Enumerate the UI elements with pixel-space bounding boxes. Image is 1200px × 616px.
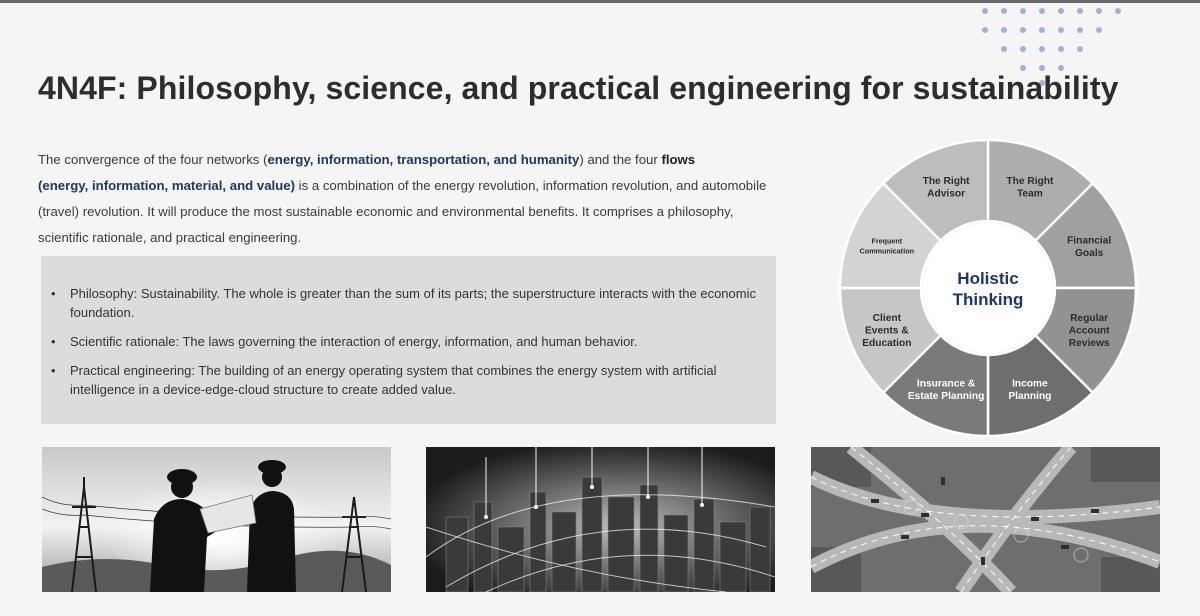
decorative-dot	[1077, 8, 1083, 14]
intro-text-2: ) and the four	[579, 152, 662, 167]
decorative-dot	[1039, 46, 1045, 52]
decorative-dot	[1058, 27, 1064, 33]
wheel-center	[923, 223, 1053, 353]
bullet-list	[49, 284, 762, 399]
intro-flows-list: (energy, information, material, and value)	[38, 178, 295, 193]
decorative-dot	[1020, 27, 1026, 33]
intro-flows-word: flows	[661, 152, 696, 167]
decorative-dot	[982, 8, 988, 14]
wheel-segment-label: Client Events & Education	[862, 312, 912, 349]
decorative-dot	[1001, 27, 1007, 33]
smart-city-network-photo	[426, 447, 775, 592]
intro-networks: energy, information, transportation, and humanity	[267, 152, 580, 167]
decorative-dot	[1001, 8, 1007, 14]
intro-text-3: is a combination of the energy revolution, information revolution, and automobile (travel) revolution. It will produce the most sustainable economic and environmental benefits. It comprises a philosophy, scientific rationale, and practical engineering.	[38, 178, 767, 245]
wheel-segment-label: Insurance & Estate Planning	[907, 378, 985, 402]
decorative-dot	[1039, 8, 1045, 14]
decorative-dot	[1039, 27, 1045, 33]
wheel-segment-label: The Right Advisor	[922, 176, 970, 200]
wheel-center-label: Thinking	[952, 290, 1024, 309]
intro-paragraph	[38, 147, 778, 251]
bullet-dot: •	[51, 363, 56, 378]
top-border	[0, 0, 1200, 3]
bullet-text: Practical engineering: The building of an energy operating system that combines the energy system with artificial intelligence in a device-edge-cloud structure to create added value.	[70, 363, 717, 397]
bullet-text: Philosophy: Sustainability. The whole is greater than the sum of its parts; the superstructure interacts with the economic foundation.	[70, 286, 756, 320]
decorative-dot	[1077, 27, 1083, 33]
decorative-dot	[1020, 8, 1026, 14]
decorative-dot	[1058, 46, 1064, 52]
wheel-segment-label: Income Planning	[1008, 378, 1052, 402]
wheel-segment-label: The Right Team	[1006, 176, 1054, 200]
wheel-segment-label: Financial Goals	[1067, 235, 1112, 259]
bullet-scientific-rationale	[49, 332, 762, 351]
decorative-dot	[1115, 8, 1121, 14]
decorative-dot	[982, 27, 988, 33]
wheel-center-label: Holistic	[957, 269, 1019, 288]
decorative-dot	[1020, 46, 1026, 52]
decorative-dot	[1077, 46, 1083, 52]
decorative-dot	[1096, 27, 1102, 33]
bullet-philosophy	[49, 284, 762, 322]
decorative-dot	[1096, 8, 1102, 14]
holistic-thinking-wheel	[838, 138, 1138, 438]
intro-text-1: The convergence of the four networks (	[38, 152, 268, 167]
decorative-dot	[1058, 8, 1064, 14]
wheel-segment-label: Frequent Communication	[859, 236, 914, 256]
decorative-dot	[1001, 46, 1007, 52]
page-title: 4N4F: Philosophy, science, and practical engineering for sustainability	[38, 70, 1119, 106]
bullet-dot: •	[51, 334, 56, 349]
bullet-box	[41, 256, 776, 424]
bullet-text: Scientific rationale: The laws governing the interaction of energy, information, and human behavior.	[70, 334, 638, 349]
bullet-dot: •	[51, 286, 56, 301]
engineers-power-lines-photo	[42, 447, 391, 592]
bullet-practical-engineering	[49, 361, 762, 399]
wheel-segment-label: Regular Account Reviews	[1068, 312, 1110, 349]
highway-interchange-photo	[811, 447, 1160, 592]
